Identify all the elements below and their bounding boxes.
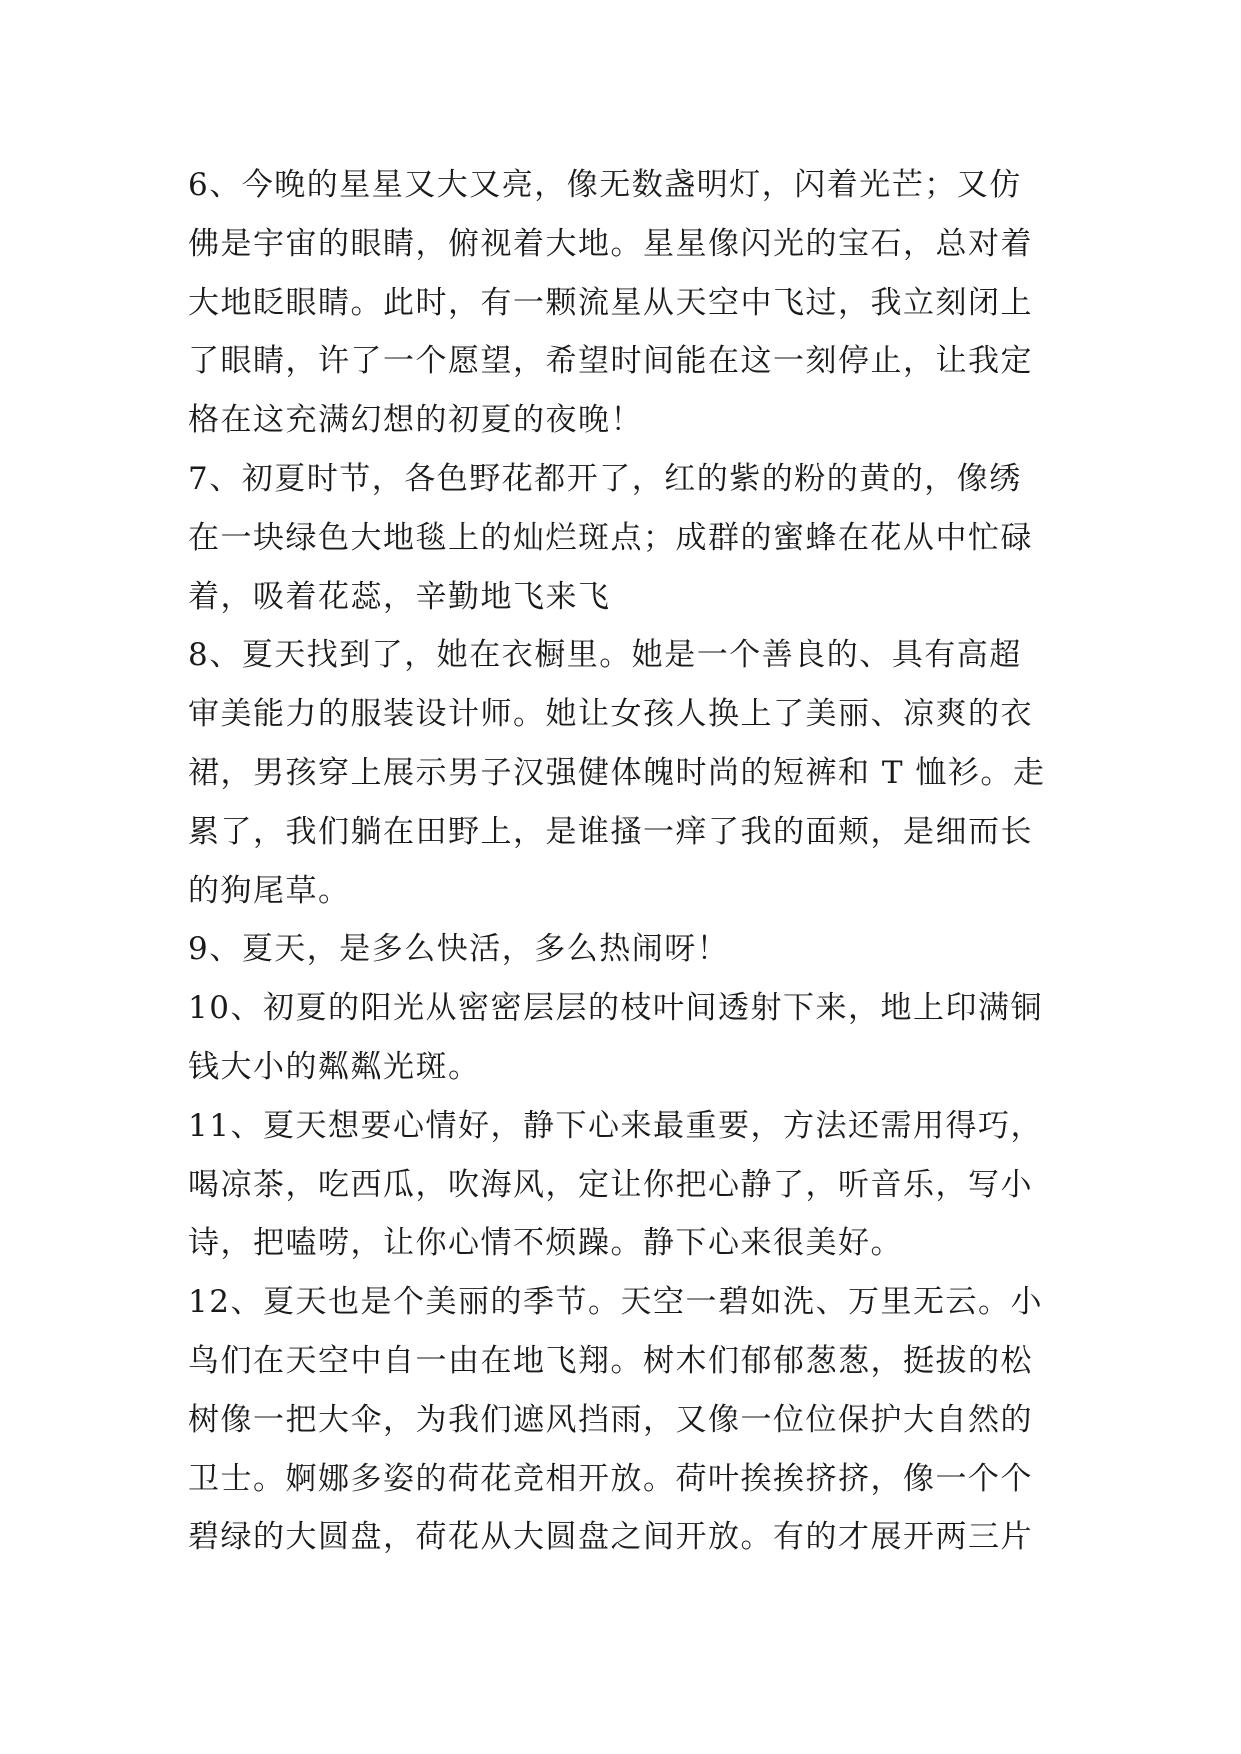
text-line: 的狗尾草。 — [188, 872, 351, 909]
text-line: 6、今晚的星星又大又亮，像无数盏明灯，闪着光芒；又仿 — [188, 167, 1022, 203]
text-line: 着，吸着花蕊，辛勤地飞来飞 — [188, 578, 611, 615]
text-line: 大地眨眼睛。此时，有一颗流星从天空中飞过，我立刻闭上 — [188, 284, 1033, 321]
text-line: 卫士。婀娜多姿的荷花竞相开放。荷叶挨挨挤挤，像一个个 — [188, 1460, 1033, 1497]
text-line: 佛是宇宙的眼睛，俯视着大地。星星像闪光的宝石，总对着 — [188, 225, 1033, 262]
text-line: 了眼睛，许了一个愿望，希望时间能在这一刻停止，让我定 — [188, 343, 1033, 380]
text-line: 10、初夏的阳光从密密层层的枝叶间透射下来，地上印满铜 — [188, 990, 1043, 1027]
text-line: 9、夏天，是多么快活，多么热闹呀！ — [188, 931, 730, 968]
text-line: 喝凉茶，吃西瓜，吹海风，定让你把心静了，听音乐，写小 — [188, 1166, 1033, 1203]
text-line: 诗，把嗑唠，让你心情不烦躁。静下心来很美好。 — [188, 1225, 903, 1262]
text-line: 7、初夏时节，各色野花都开了，红的紫的粉的黄的，像绣 — [188, 460, 1022, 497]
text-line: 累了，我们躺在田野上，是谁搔一痒了我的面颊，是细而长 — [188, 813, 1033, 850]
text-line: 格在这充满幻想的初夏的夜晚！ — [188, 402, 643, 439]
text-line: 8、夏天找到了，她在衣橱里。她是一个善良的、具有高超 — [188, 637, 1022, 674]
text-line: 裙，男孩穿上展示男子汉强健体魄时尚的短裤和 T 恤衫。走 — [188, 754, 1046, 791]
text-line: 树像一把大伞，为我们遮风挡雨，又像一位位保护大自然的 — [188, 1401, 1033, 1438]
text-line: 鸟们在天空中自一由在地飞翔。树木们郁郁葱葱，挺拔的松 — [188, 1342, 1033, 1379]
text-line: 11、夏天想要心情好，静下心来最重要，方法还需用得巧， — [188, 1107, 1043, 1144]
text-line: 12、夏天也是个美丽的季节。天空一碧如洗、万里无云。小 — [188, 1284, 1043, 1321]
text-line: 钱大小的粼粼光斑。 — [188, 1048, 481, 1085]
text-line: 审美能力的服装设计师。她让女孩人换上了美丽、凉爽的衣 — [188, 696, 1033, 733]
text-line: 在一块绿色大地毯上的灿烂斑点；成群的蜜蜂在花从中忙碌 — [188, 519, 1033, 556]
document-body — [188, 156, 1068, 1567]
text-line: 碧绿的大圆盘，荷花从大圆盘之间开放。有的才展开两三片 — [188, 1519, 1033, 1556]
